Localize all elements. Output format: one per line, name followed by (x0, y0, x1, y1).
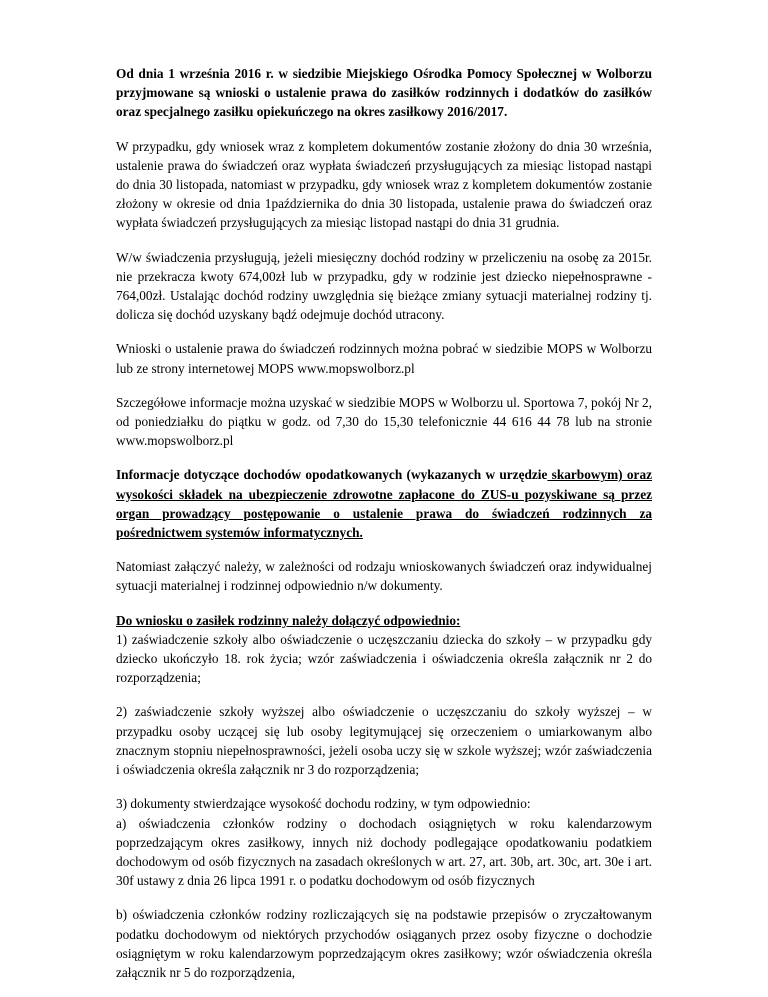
tax-info-underlined-text: skarbowym) oraz wysokości składek na ubezpieczenie zdrowotne zapłacone do ZUS-u pozyskiwane są przez organ prowadzący postępowanie o ustalenie prawa do świadczeń rodzinnych za pośrednictwem systemów informatycznych. (116, 467, 653, 541)
paragraph-forms-download: Wnioski o ustalenie prawa do świadczeń rodzinnych można pobrać w siedzibie MOPS w Wolborzu lub ze strony internetowej MOPS www.mopswolborz.pl (116, 341, 652, 376)
list-item-1: 1) zaświadczenie szkoły albo oświadczenie o uczęszczaniu dziecka do szkoły – w przypadku gdy dziecko ukończyło 18. rok życia; wzór zaświadczenia i oświadczenia określa załącznik nr 2 do rozporządzenia; (116, 631, 652, 686)
list-item-3b: b) oświadczenia członków rodziny rozliczających się na podstawie przepisów o zryczałtowanym podatku dochodowym od niektórych przychodów osiąganych przez osoby fizyczne o dochodzie osiągniętym w roku kalendarzowym poprzedzającym okres zasiłkowy; wzór oświadczenia określa załącznik nr 5 do rozporządzenia, (116, 907, 652, 980)
document-page (116, 64, 652, 997)
paragraph-contact-info: Szczegółowe informacje można uzyskać w siedzibie MOPS w Wolborzu ul. Sportowa 7, pokój Nr 2, od poniedziałku do piątku w godz. od 7,30 do 15,30 telefonicznie 44 616 44 78 lub na stronie www.mopswolborz.pl (116, 394, 652, 449)
paragraph-income-threshold: W/w świadczenia przysługują, jeżeli miesięczny dochód rodziny w przeliczeniu na osobę za 2015r. nie przekracza kwoty 674,00zł lub w przypadku, gdy w rodzinie jest dziecko niepełnosprawne - 764,00zł. Ustalając dochód rodziny uwzględnia się bieżące zmiany sytuacji materialnej rodziny tj. dolicza się dochód uzyskany bądź odejmuje dochód utracony. (116, 249, 652, 323)
tax-info-text: Informacje dotyczące dochodów opodatkowanych (wykazanych w urzędzie (116, 467, 548, 483)
paragraph-tax-info (116, 465, 652, 542)
list-item-3a: a) oświadczenia członków rodziny o dochodach osiągniętych w roku kalendarzowym poprzedzającym okres zasiłkowy, innych niż dochody podlegające opodatkowaniu podatkiem dochodowym od osób fizycznych na zasadach określonych w art. 27, art. 30b, art. 30c, art. 30e i art. 30f ustawy z dnia 26 lipca 1991 r. o podatku dochodowym od osób fizycznych (116, 815, 652, 889)
list-item-3-intro: 3) dokumenty stwierdzające wysokość dochodu rodziny, w tym odpowiednio: (116, 796, 531, 812)
document-heading: Od dnia 1 września 2016 r. w siedzibie Miejskiego Ośrodka Pomocy Społecznej w Wolborzu przyjmowane są wnioski o ustalenie prawa do zasiłków rodzinnych i dodatków do zasiłków oraz specjalnego zasiłku opiekuńczego na okres zasiłkowy 2016/2017. (116, 66, 652, 120)
list-heading: Do wniosku o zasiłek rodzinny należy dołączyć odpowiednio: (116, 612, 461, 628)
paragraph-attachments: Natomiast załączyć należy, w zależności od rodzaju wnioskowanych świadczeń oraz indywidualnej sytuacji materialnej i rodzinnej odpowiednio n/w dokumenty. (116, 559, 652, 594)
list-item-2: 2) zaświadczenie szkoły wyższej albo oświadczenie o uczęszczaniu do szkoły wyższej – w przypadku osoby uczącej się lub osoby legitymującej się orzeczeniem o umiarkowanym albo znacznym stopniu niepełnosprawności, jeżeli osoba uczy się w szkole wyższej; wzór zaświadczenia i oświadczenia określa załącznik nr 3 do rozporządzenia; (116, 704, 652, 778)
paragraph-deadlines: W przypadku, gdy wniosek wraz z kompletem dokumentów zostanie złożony do dnia 30 września, ustalenie prawa do świadczeń oraz wypłata świadczeń przysługujących za miesiąc listopad nastąpi do dnia 30 listopada, natomiast w przypadku, gdy wniosek wraz z kompletem dokumentów zostanie złożony w okresie od dnia 1października do dnia 30 listopada, ustalenie prawa do świadczeń oraz wypłata świadczeń przysługujących za miesiąc listopad nastąpi do dnia 31 grudnia. (116, 138, 652, 231)
